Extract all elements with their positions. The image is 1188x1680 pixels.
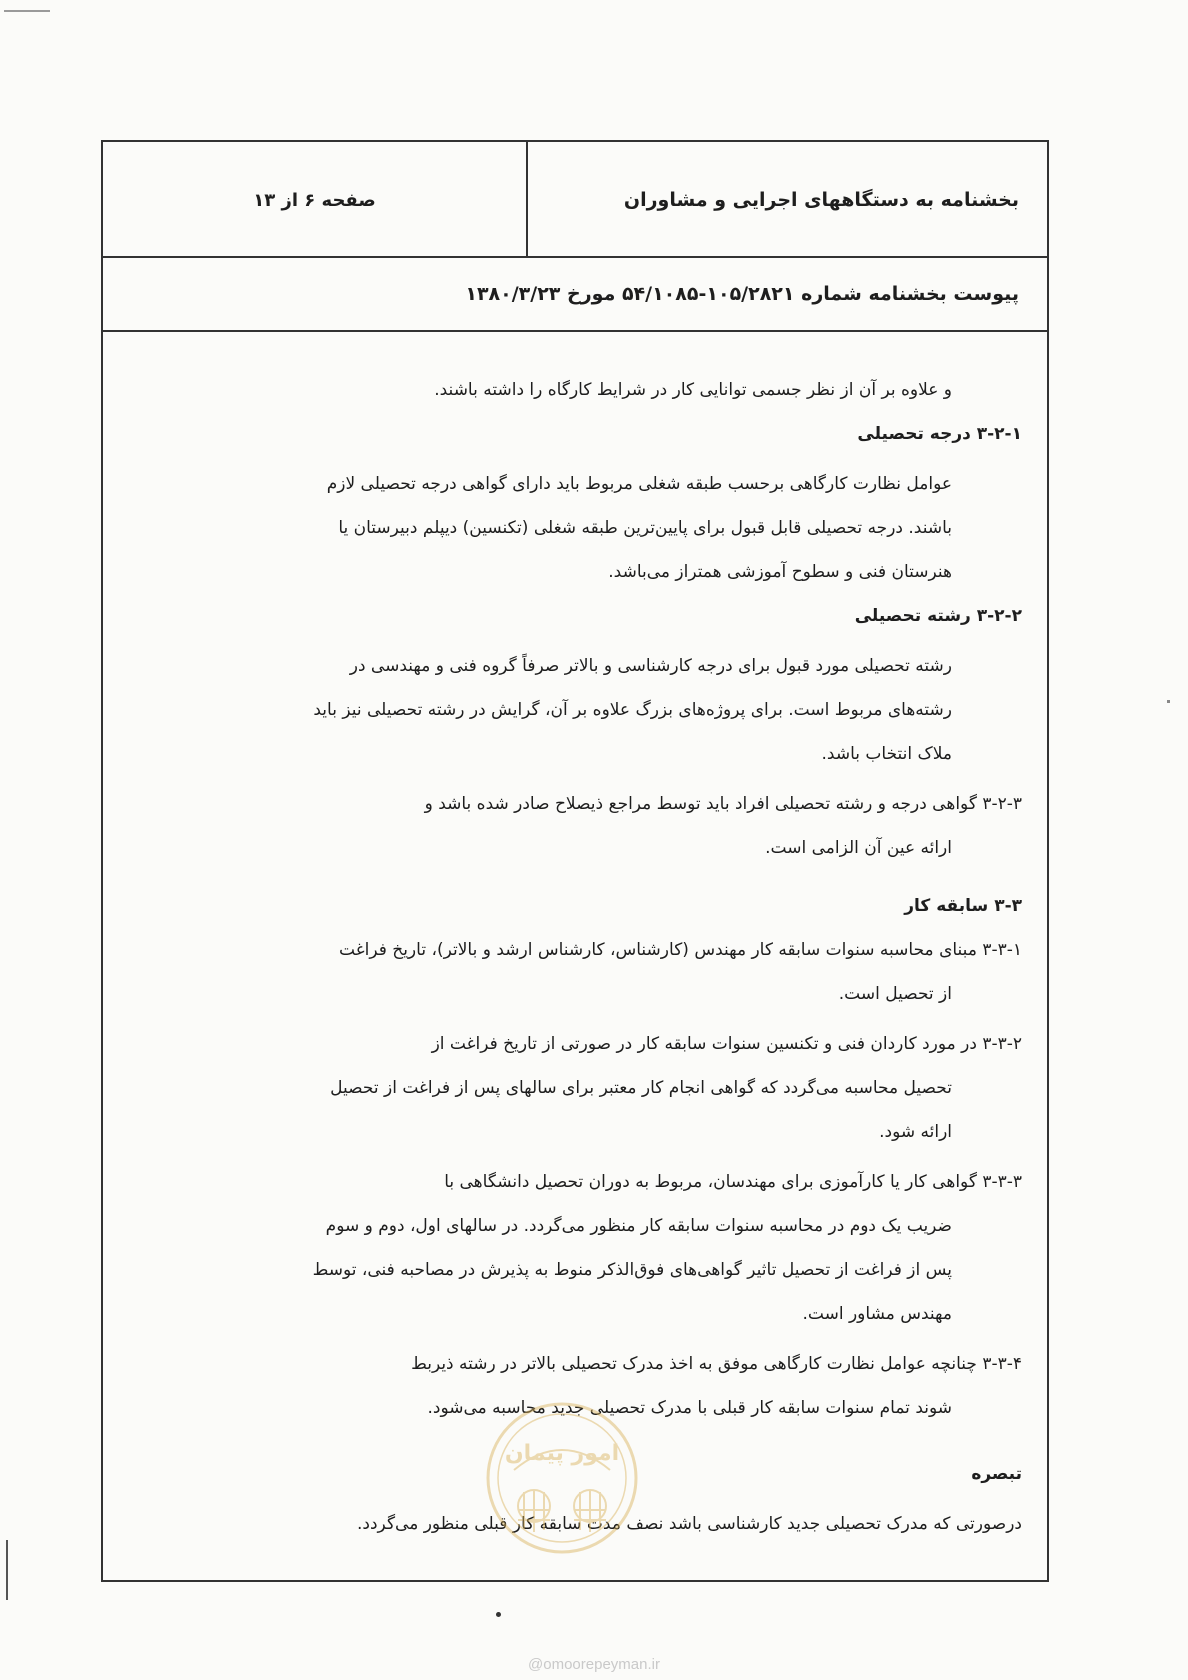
paragraph-line: هنرستان فنی و سطوح آموزشی همتراز می‌باشد.	[608, 562, 952, 582]
document-body	[196, 368, 1022, 1546]
page-number: صفحه ۶ از ۱۳	[253, 189, 376, 211]
section-heading: ۳-۲-۲ رشته تحصیلی	[854, 606, 1022, 626]
stamp-text: امور پیمان	[504, 1441, 620, 1466]
page-dot	[496, 1612, 501, 1617]
paragraph-line: ۳-۳-۱ مبنای محاسبه سنوات سابقه کار مهندس (کارشناس، کارشناس ارشد و بالاتر)، تاریخ فراغت	[339, 940, 1022, 960]
paragraph-line: مهندس مشاور است.	[802, 1304, 952, 1324]
paragraph-line: شوند تمام سنوات سابقه کار قبلی با مدرک تحصیلی جدید محاسبه می‌شود.	[427, 1398, 952, 1418]
paragraph: و علاوه بر آن از نظر جسمی توانایی کار در شرایط کارگاه را داشته باشند.	[434, 380, 952, 400]
header-divider	[526, 142, 528, 258]
paragraph-line: رشته‌های مربوط است. برای پروژه‌های بزرگ علاوه بر آن، گرایش در رشته تحصیلی نیز باید	[313, 700, 952, 720]
scan-speck	[1167, 700, 1170, 703]
paragraph-line: ملاک انتخاب باشد.	[821, 744, 952, 764]
paragraph-line: عوامل نظارت کارگاهی برحسب طبقه شغلی مربوط باید دارای گواهی درجه تحصیلی لازم	[326, 474, 952, 494]
paragraph-line: ۳-۳-۴ چنانچه عوامل نظارت کارگاهی موفق به اخذ مدرک تحصیلی بالاتر در رشته ذیربط	[411, 1354, 1022, 1374]
paragraph-line: ارائه شود.	[879, 1122, 952, 1142]
header-row	[103, 142, 1047, 258]
attachment-reference: پیوست بخشنامه شماره ۱۰۵/۲۸۲۱-۵۴/۱۰۸۵ مورخ ۱۳۸۰/۳/۲۳	[103, 258, 1047, 332]
document-title: بخشنامه به دستگاههای اجرایی و مشاوران	[623, 189, 1019, 211]
paragraph-line: ضریب یک دوم در محاسبه سنوات سابقه کار منظور می‌گردد. در سالهای اول، دوم و سوم	[325, 1216, 952, 1236]
scan-edge-mark	[4, 10, 50, 12]
section-heading: ۳-۲-۱ درجه تحصیلی	[857, 424, 1022, 444]
watermark: @omoorepeyman.ir	[528, 1656, 660, 1673]
paragraph-line: از تحصیل است.	[838, 984, 952, 1004]
paragraph-line: تحصیل محاسبه می‌گردد که گواهی انجام کار معتبر برای سالهای پس از فراغت از تحصیل	[330, 1078, 952, 1098]
note-text: درصورتی که مدرک تحصیلی جدید کارشناسی باشد نصف مدت سابقه کار قبلی منظور می‌گردد.	[357, 1514, 1022, 1534]
paragraph-line: ارائه عین آن الزامی است.	[765, 838, 952, 858]
paragraph-line: پس از فراغت از تحصیل تاثیر گواهی‌های فوق‌الذکر منوط به پذیرش در مصاحبه فنی، توسط	[312, 1260, 952, 1280]
paragraph-line: ۳-۳-۳ گواهی کار یا کارآموزی برای مهندسان، مربوط به دوران تحصیل دانشگاهی با	[444, 1172, 1022, 1192]
note-heading: تبصره	[971, 1464, 1022, 1484]
paragraph-line: ۳-۳-۲ در مورد کاردان فنی و تکنسین سنوات سابقه کار در صورتی از تاریخ فراغت از	[431, 1034, 1022, 1054]
scan-edge-mark	[6, 1540, 8, 1600]
section-heading: ۳-۳ سابقه کار	[904, 896, 1022, 916]
paragraph-line: باشند. درجه تحصیلی قابل قبول برای پایین‌ترین طبقه شغلی (تکنسین) دیپلم دبیرستان یا	[338, 518, 952, 538]
paragraph-line: رشته تحصیلی مورد قبول برای درجه کارشناسی و بالاتر صرفاً گروه فنی و مهندسی در	[349, 656, 952, 676]
paragraph-line: ۳-۲-۳ گواهی درجه و رشته تحصیلی افراد باید توسط مراجع ذیصلاح صادر شده باشد و	[424, 794, 1022, 814]
